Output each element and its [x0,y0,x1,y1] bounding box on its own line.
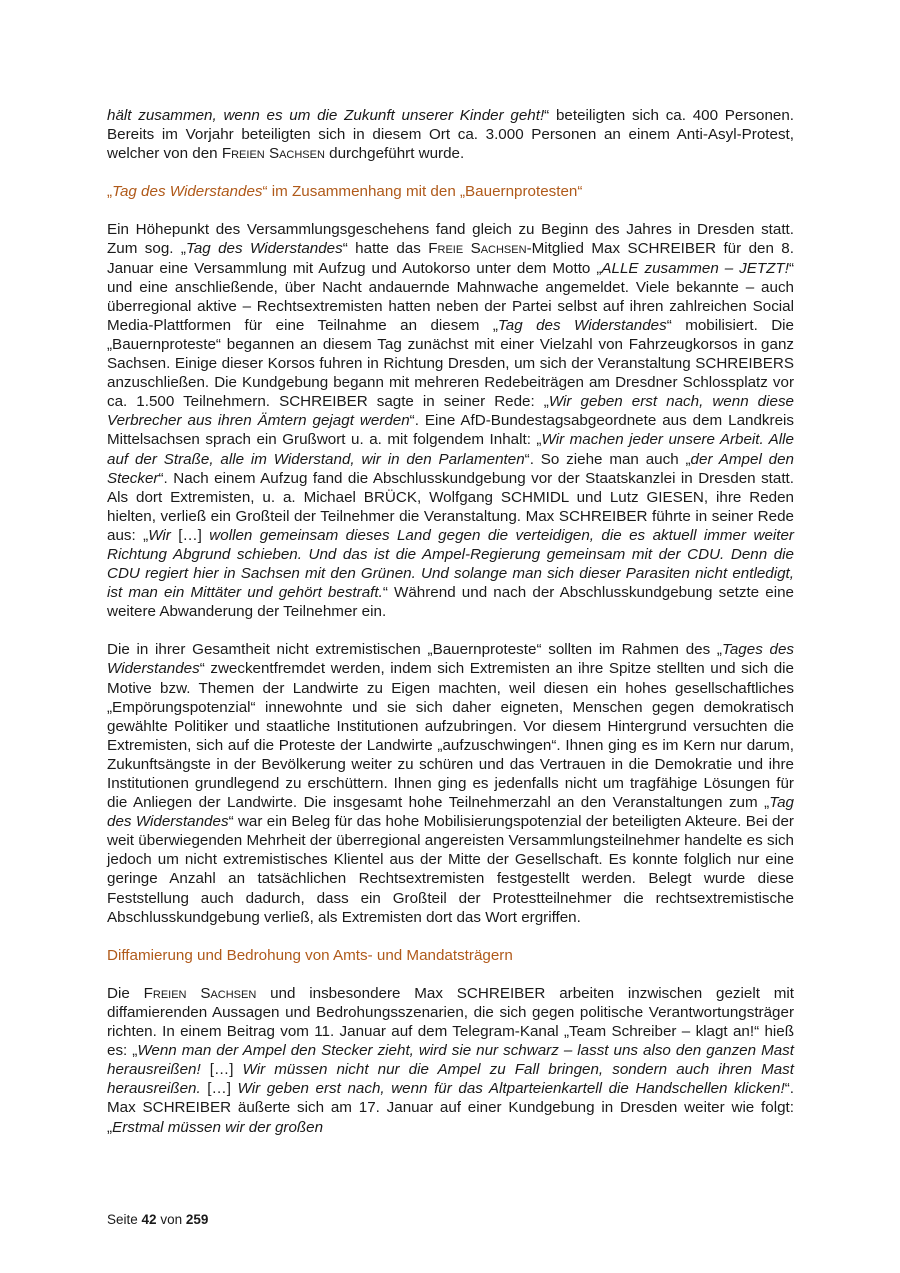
text: “. So ziehe man auch „ [524,450,691,468]
text: […] [200,1061,243,1079]
text: Ein Höhepunkt des Versammlungsgeschehens fand gleich zu Beginn des Jahres in Dresden statt. Zum sog. „ [107,221,794,258]
text: -Mitglied Max SCHREIBER für den 8. Januar eine Versammlung mit Aufzug und Autokorso unter dem Motto „ [107,240,794,277]
page-footer [107,1212,208,1227]
current-page-number: 42 [141,1212,157,1227]
text: durchgeführt wurde. [324,145,465,163]
text: Die in ihrer Gesamtheit nicht extremistischen „Bauernproteste“ sollten im Rahmen des „ [107,641,722,659]
quote: Wir geben erst nach, wenn diese Verbrecher aus ihren Ämtern gejagt werden [107,393,794,430]
party-name: Freie Sachsen [428,240,527,258]
quote: Wir machen jeder unsere Arbeit. Alle auf der Straße, alle im Widerstand, wir in den Parlamenten [107,431,795,468]
footer-text: Seite [107,1212,142,1227]
quote: Wir [148,526,171,544]
text: “. Max SCHREIBER äußerte sich am 17. Januar auf einer Kundgebung in Dresden weiter wie folgt: „ [107,1080,794,1136]
footer-text: von [156,1212,186,1227]
text: “. Nach einem Aufzug fand die Abschlusskundgebung vor der Staatskanzlei in Dresden statt. Als dort Extremisten, u. a. Michael BRÜCK, Wolfgang SCHMIDL und Lutz GIESEN, ihre Reden hielten, verließ ein Großteil der Teilnehmer die Veranstaltung. Max SCHREIBER führte in seiner Rede aus: „ [107,469,794,544]
quote: der Ampel den Stecker [107,450,794,487]
quote: Wir geben erst nach, wenn für das Altparteienkartell die Handschellen klicken! [237,1080,785,1098]
section-heading-diffamierung: Diffamierung und Bedrohung von Amts- und Mandatsträgern [107,946,513,964]
text: “ hatte das [342,240,429,258]
heading-italic: Tag des Widerstandes [112,183,263,201]
text: “ war ein Beleg für das hohe Mobilisierungspotenzial der beteiligten Akteure. Bei der weit überwiegenden Mehrheit der überregional angereisten Versammlungsteilnehmer handelte es sich jedoch um nicht extremistisches Klientel aus der Mitte der Gesellschaft. Es konnte folglich nur eine geringe Anzahl an tatsächlichen Rechtsextremisten festgestellt werden. Belegt wurde diese Feststellung auch dadurch, dass ein Großteil der Protestteilnehmer die rechtsextremistische Abschlusskundgebung verließ, als Extremisten dort das Wort ergriffen. [107,813,794,926]
paragraph-bauernproteste [107,640,794,926]
quote: Wenn man der Ampel den Stecker zieht, wird sie nur schwarz – lasst uns also den ganzen Mast herausreißen! [107,1042,794,1079]
quote: ALLE zusammen – JETZT! [601,259,789,277]
quote: Wir müssen nicht nur die Ampel zu Fall bringen, sondern auch ihren Mast herausreißen. [107,1061,794,1098]
text: “. Eine AfD-Bundestagsabgeordnete aus dem Landkreis Mittelsachsen sprach ein Grußwort u. a. mit folgendem Inhalt: „ [107,412,794,449]
total-page-count: 259 [185,1212,209,1227]
party-name: Freien Sachsen [221,145,325,163]
quote: Tag des Widerstandes [497,316,667,334]
text: […] [170,526,210,544]
quote: Tag des Widerstandes [107,794,794,831]
quote: wollen gemeinsam dieses Land gegen die verteidigen, die es aktuell immer weiter Richtung Abgrund schieben. Und das ist die Ampel-Regierung gemeinsam mit der CDU. Denn die CDU regiert hier in Sachsen mit den Grünen. Und solange man sich dieser Parasiten nicht entledigt, ist man ein Mittäter und gehört bestraft. [107,526,794,602]
heading-text: „ [107,183,113,201]
party-name: Freien Sachsen [143,984,257,1002]
paragraph-versammlung [107,220,794,621]
quote: Tag des Widerstandes [185,240,343,258]
text: “ Während und nach der Abschlusskundgebung setzte eine weitere Abwanderung der Teilnehmer ein. [107,584,794,621]
text: “ und eine anschließende, über Nacht andauernde Mahnwache angemeldet. Viele bekannte – auch überregional aktive – Rechtsextremisten hatten neben der Partei selbst auf ihren zahlreichen Social Media-Plattformen für eine Teilnahme an diesem „ [107,259,794,334]
text: […] [200,1080,238,1098]
text: Die [107,984,144,1002]
quote: Erstmal müssen wir der großen [112,1118,324,1136]
text: “ zweckentfremdet werden, indem sich Extremisten an ihre Spitze stellten und sich die Motive bzw. Themen der Landwirte zu Eigen machten, weil diesen ein hohes gesellschaftliches „Empörungspotenzial“ innewohnte und sie sich daher eigneten, Menschen gegen demokratisch gewählte Politiker und staatliche Institutionen aufzubringen. Vor diesem Hintergrund versuchten die Extremisten, sich auf die Proteste der Landwirte „aufzuschwingen“. Ihnen ging es im Kern nur darum, Zukunftsängste in der Bevölkerung weiter zu schüren und das Vertrauen in die Demokratie und ihre Institutionen grundlegend zu erschüttern. Ihnen ging es jedenfalls nicht um tragfähige Lösungen für die Anliegen der Landwirte. Die insgesamt hohe Teilnehmerzahl an den Veranstaltungen zum „ [107,660,794,812]
heading-text: “ im Zusammenhang mit den „Bauernprotesten“ [262,183,583,201]
document-page [107,106,794,1137]
text: “ mobilisiert. Die „Bauernproteste“ begannen an diesem Tag zunächst mit einer Vielzahl von Fahrzeugkorsos in ganz Sachsen. Einige dieser Korsos fuhren in Richtung Dresden, um sich der Veranstaltung SCHREIBERS anzuschließen. Die Kundgebung begann mit mehreren Redebeiträgen am Dresdner Schlossplatz vor ca. 1.500 Teilnehmern. SCHREIBER sagte in seiner Rede: „ [107,316,794,411]
quote: hält zusammen, wenn es um die Zukunft unserer Kinder geht! [107,107,545,124]
text: und insbesondere Max SCHREIBER arbeiten inzwischen gezielt mit diffamierenden Aussagen und Bedrohungsszenarien, die sich gegen politische Verantwortungsträger richten. In einem Beitrag vom 11. Januar auf dem Telegram-Kanal „Team Schreiber – klagt an!“ hieß es: „ [107,984,794,1060]
text: “ beteiligten sich ca. 400 Personen. Bereits im Vorjahr beteiligten sich in diesem Ort ca. 3.000 Personen an einem Anti-Asyl-Protest, welcher von den [107,107,794,163]
quote: Tages des Widerstandes [107,641,794,678]
paragraph-intro [107,106,794,163]
section-heading-tag-des-widerstandes [107,182,794,201]
paragraph-diffamierung [107,984,794,1137]
